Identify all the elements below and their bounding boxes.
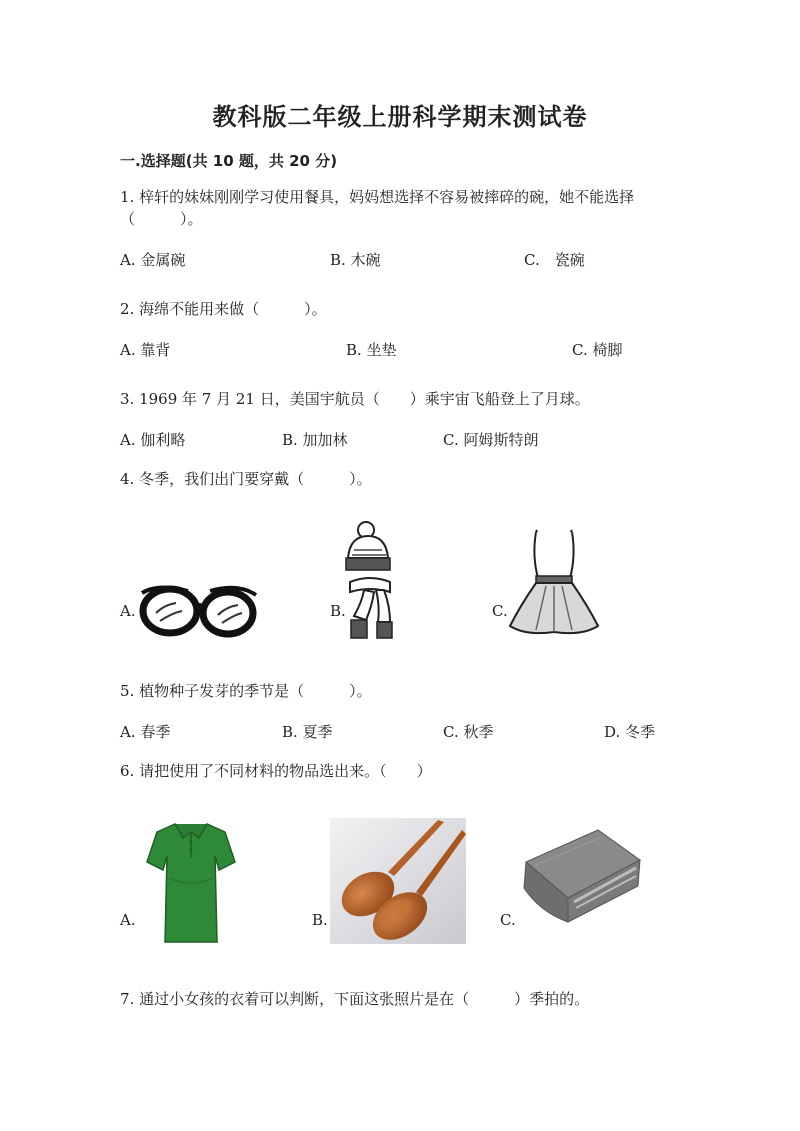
q1-option-b[interactable]: B. 木碗	[330, 251, 381, 269]
page-title: 教科版二年级上册科学期末测试卷	[212, 103, 588, 131]
q5-option-a[interactable]: A. 春季	[120, 723, 171, 741]
q6-option-b[interactable]: B.	[312, 911, 328, 929]
winter-hat-scarf-icon[interactable]	[342, 520, 402, 642]
green-polo-shirt-photo[interactable]	[145, 818, 237, 944]
q5-option-c[interactable]: C. 秋季	[443, 723, 494, 741]
question-3-stem: 3. 1969 年 7 月 21 日，美国宇航员（ ）乘宇宙飞船登上了月球。	[120, 390, 590, 408]
question-5-stem: 5. 植物种子发芽的季节是（ ）。	[120, 682, 372, 700]
q2-option-a[interactable]: A. 靠背	[120, 341, 171, 359]
grey-towel-photo[interactable]	[520, 826, 644, 926]
q4-option-c[interactable]: C.	[492, 602, 508, 620]
question-1-stem: 1. 梓轩的妹妹刚刚学习使用餐具，妈妈想选择不容易被摔碎的碗，她不能选择（ ）。	[120, 188, 635, 228]
section-heading: 一.选择题(共 10 题，共 20 分)	[120, 152, 338, 170]
question-7-stem: 7. 通过小女孩的衣着可以判断，下面这张照片是在（ ）季拍的。	[120, 990, 590, 1008]
sunglasses-icon[interactable]	[138, 575, 260, 643]
q1-option-a[interactable]: A. 金属碗	[120, 251, 186, 269]
q4-option-b[interactable]: B.	[330, 602, 346, 620]
q5-option-b[interactable]: B. 夏季	[282, 723, 333, 741]
q4-option-a[interactable]: A.	[120, 602, 136, 620]
q3-option-a[interactable]: A. 伽利略	[120, 431, 186, 449]
wooden-spoons-photo[interactable]	[330, 818, 466, 944]
question-6-stem: 6. 请把使用了不同材料的物品选出来。（ ）	[120, 762, 432, 780]
q3-option-b[interactable]: B. 加加林	[282, 431, 348, 449]
q6-option-a[interactable]: A.	[120, 911, 136, 929]
question-4-stem: 4. 冬季，我们出门要穿戴（ ）。	[120, 470, 372, 488]
dress-icon[interactable]	[506, 526, 602, 638]
q5-option-d[interactable]: D. 冬季	[604, 723, 656, 741]
q2-option-c[interactable]: C. 椅脚	[572, 341, 623, 359]
q3-option-c[interactable]: C. 阿姆斯特朗	[443, 431, 539, 449]
q6-option-c[interactable]: C.	[500, 911, 516, 929]
q1-option-c[interactable]: C. 瓷碗	[524, 251, 585, 269]
q2-option-b[interactable]: B. 坐垫	[346, 341, 397, 359]
question-2-stem: 2. 海绵不能用来做（ ）。	[120, 300, 327, 318]
